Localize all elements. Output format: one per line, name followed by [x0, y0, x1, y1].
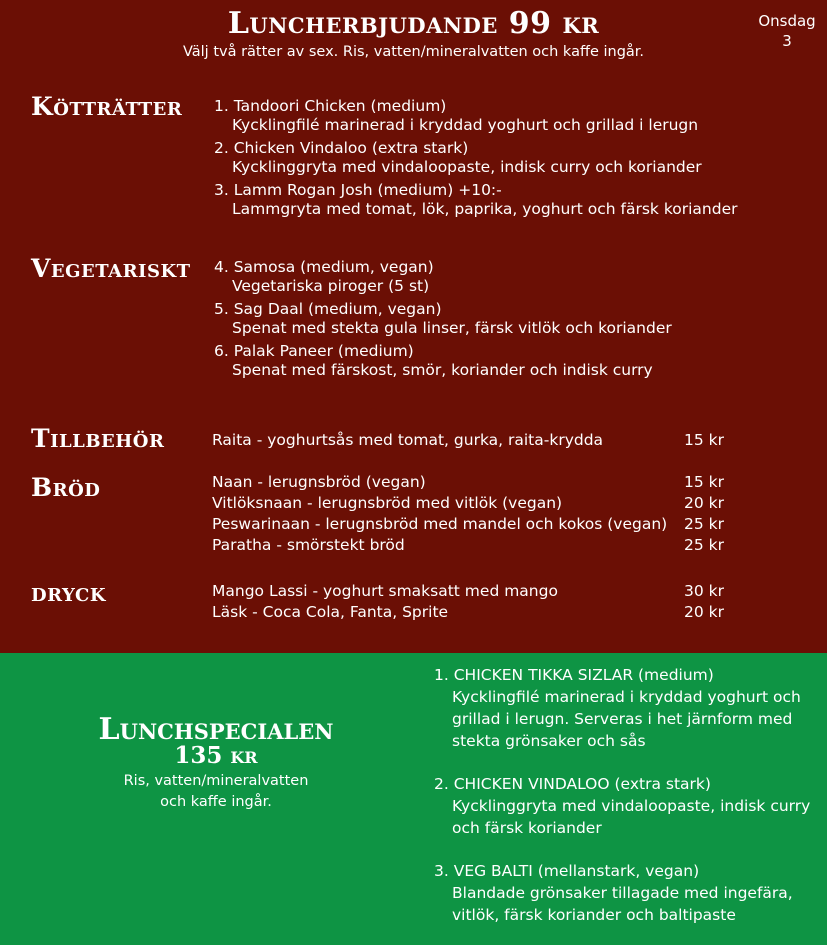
dish-item — [214, 139, 702, 177]
special-item-description: Kycklingfilé marinerad i kryddad yoghurt och grillad i lerugn. Serveras i het järnform med stekta grönsaker och sås — [452, 688, 801, 750]
dish-description: Kycklinggryta med vindaloopaste, indisk curry och koriander — [232, 158, 702, 176]
dish-title: 6. Palak Paneer (medium) — [214, 342, 414, 360]
special-item — [434, 860, 819, 926]
dish-title: 4. Samosa (medium, vegan) — [214, 258, 434, 276]
special-item — [434, 664, 819, 752]
drink-item-price: 20 kr — [684, 603, 724, 621]
special-item-title: 2. CHICKEN VINDALOO (extra stark) — [434, 775, 711, 793]
drink-item-name: Mango Lassi - yoghurt smaksatt med mango — [212, 582, 558, 600]
category-heading-meat: Kötträtter — [31, 92, 183, 121]
bread-item-price: 20 kr — [684, 494, 724, 512]
special-item-title: 3. VEG BALTI (mellanstark, vegan) — [434, 862, 700, 880]
drink-item-name: Läsk - Coca Cola, Fanta, Sprite — [212, 603, 449, 621]
day-label — [748, 11, 826, 51]
special-info — [56, 771, 376, 813]
dish-item — [214, 342, 653, 380]
dish-item — [214, 300, 672, 338]
category-heading-vegetarian: Vegetariskt — [31, 254, 191, 283]
special-info-line: Ris, vatten/mineralvatten — [123, 773, 309, 789]
dish-item — [214, 258, 434, 296]
dish-item — [214, 97, 698, 135]
bread-item-price: 25 kr — [684, 536, 724, 554]
side-item-price: 15 kr — [684, 431, 724, 449]
bread-item-name: Peswarinaan - lerugnsbröd med mandel och kokos (vegan) — [212, 515, 668, 533]
special-info-line: och kaffe ingår. — [160, 794, 272, 810]
bread-item-price: 25 kr — [684, 515, 724, 533]
dish-title: 3. Lamm Rogan Josh (medium) +10:- — [214, 181, 502, 199]
side-item-name: Raita - yoghurtsås med tomat, gurka, raita-krydda — [212, 431, 604, 449]
day-number: 3 — [782, 32, 792, 50]
special-item-title: 1. CHICKEN TIKKA SIZLAR (medium) — [434, 666, 714, 684]
bread-item-name: Vitlöksnaan - lerugnsbröd med vitlök (vegan) — [212, 494, 563, 512]
bread-item-price: 15 kr — [684, 473, 724, 491]
dish-title: 1. Tandoori Chicken (medium) — [214, 97, 447, 115]
dish-description: Vegetariska piroger (5 st) — [232, 277, 430, 295]
drink-item-price: 30 kr — [684, 582, 724, 600]
dish-description: Spenat med färskost, smör, koriander och indisk curry — [232, 361, 653, 379]
category-heading-drinks: dryck — [31, 578, 107, 607]
special-item-description: Kycklinggryta med vindaloopaste, indisk curry och färsk koriander — [452, 797, 811, 837]
category-heading-sides: Tillbehör — [31, 424, 165, 453]
bread-item-name: Paratha - smörstekt bröd — [212, 536, 405, 554]
bread-item-name: Naan - lerugnsbröd (vegan) — [212, 473, 426, 491]
weekday: Onsdag — [758, 12, 816, 30]
dish-description: Spenat med stekta gula linser, färsk vitlök och koriander — [232, 319, 672, 337]
dish-title: 2. Chicken Vindaloo (extra stark) — [214, 139, 469, 157]
dish-title: 5. Sag Daal (medium, vegan) — [214, 300, 442, 318]
page-subtitle: Välj två rätter av sex. Ris, vatten/mineralvatten och kaffe ingår. — [182, 44, 645, 60]
special-price: 135 kr — [174, 742, 258, 769]
dish-item — [214, 181, 737, 219]
dish-description: Lammgryta med tomat, lök, paprika, yoghurt och färsk koriander — [232, 200, 738, 218]
category-heading-bread: Bröd — [31, 473, 101, 502]
special-title: Lunchspecialen — [98, 712, 334, 747]
dish-description: Kycklingfilé marinerad i kryddad yoghurt och grillad i lerugn — [232, 116, 699, 134]
page-title: Luncherbjudande 99 kr — [227, 6, 600, 41]
special-item — [434, 773, 819, 839]
special-item-description: Blandade grönsaker tillagade med ingefära, vitlök, färsk koriander och baltipaste — [452, 884, 793, 924]
